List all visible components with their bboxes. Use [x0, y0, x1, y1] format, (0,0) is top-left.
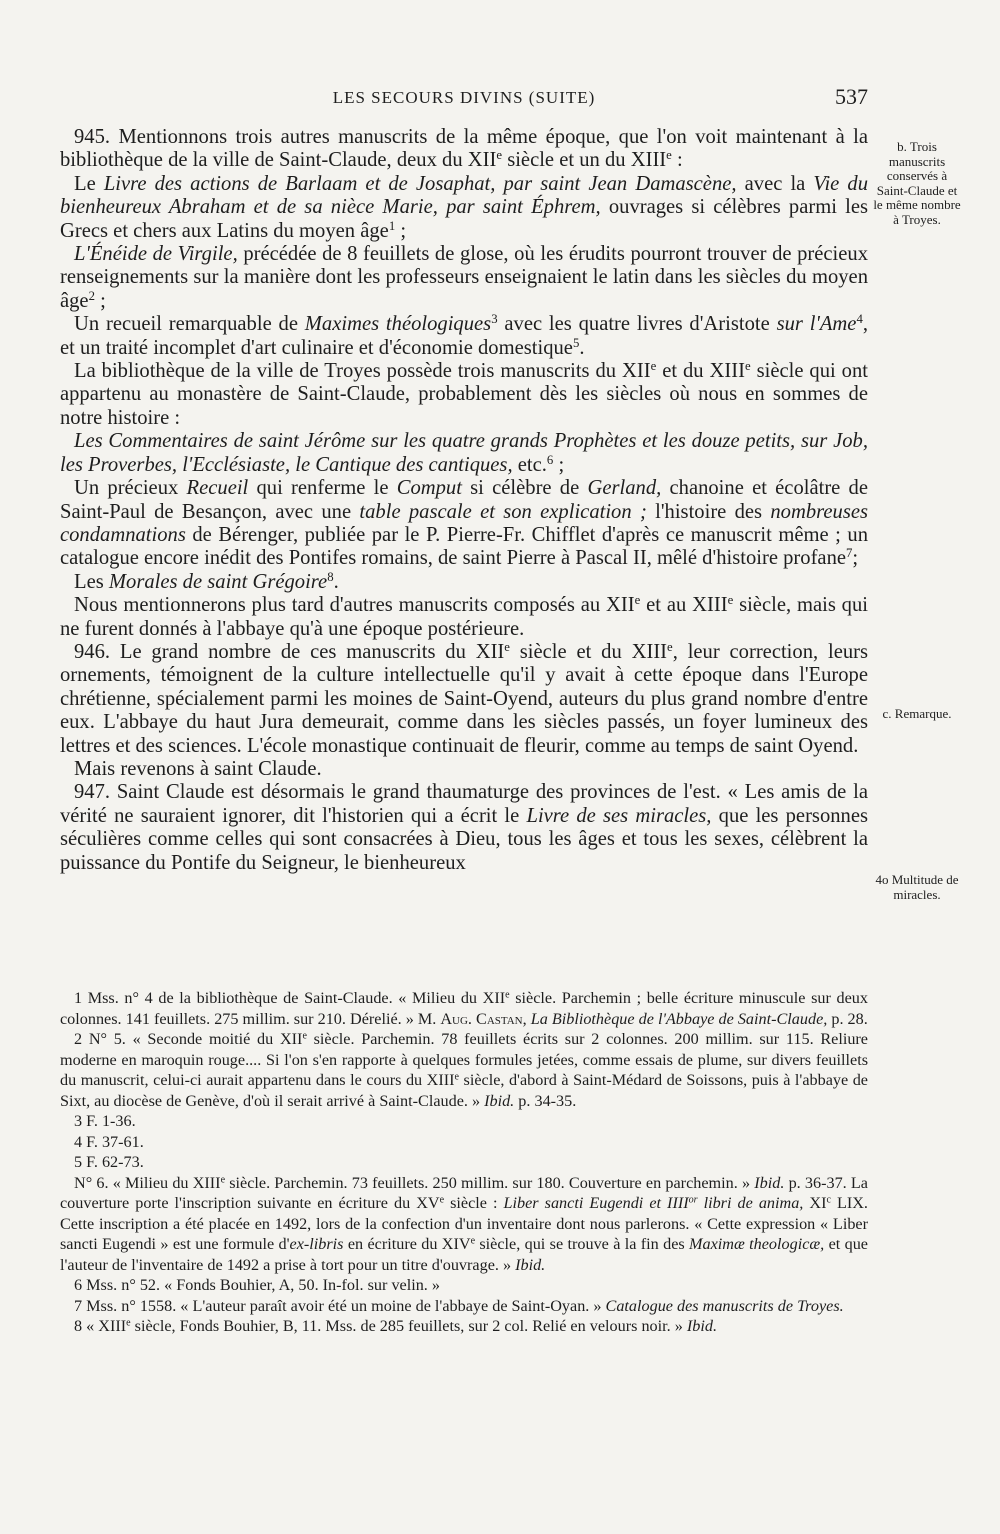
text: en écriture du XIV — [343, 1235, 471, 1253]
title-italic: Gerland, — [587, 477, 662, 500]
text: siècle, d'abord à Saint-Médard de Soissons, puis à l'abbaye de Sixt, au diocèse de Genève, d'où il serait arrivé à Saint-Claude. » — [60, 1071, 868, 1110]
title-italic: Livre de ses miracles, — [526, 804, 712, 827]
text: Le grand nombre de ces manuscrits du XII — [110, 640, 505, 663]
text: siècle, Fonds Bouhier, B, 11. Mss. de 285 feuillets, sur 2 col. Relié en velours noir. » — [130, 1317, 687, 1335]
text: La bibliothèque de la ville de Troyes possède trois manuscrits du XII — [74, 360, 651, 383]
paragraph-commentaires — [60, 430, 868, 477]
footnotes — [60, 988, 868, 1337]
text: chanoine et écolâtre de Saint-Paul de Besançon, avec une — [60, 477, 868, 523]
paragraph-number: 947. — [74, 781, 111, 804]
footnote-6: 6 Mss. n° 52. « Fonds Bouhier, A, 50. In-fol. sur velin. » — [74, 1276, 440, 1294]
text: , et un traité incomplet d'art culinaire et d'économie domestique — [60, 313, 868, 359]
text: Un précieux — [74, 477, 187, 500]
text: 2 N° 5. « Seconde moitié du XII — [74, 1030, 303, 1048]
page-header — [60, 84, 868, 112]
text: XI — [803, 1194, 827, 1212]
text: siècle et du XIII — [509, 640, 668, 663]
title-italic: Les Commentaires de saint Jérôme sur les quatre grands Prophètes et les douze petits, sur Job, les Proverbes, l'Ecclésiaste, le Cantique des cantiques, — [60, 430, 868, 476]
superscript: e — [454, 1071, 459, 1083]
text: siècle. Parchemin. 78 feuillets écrits sur 2 colonnes. 200 millim. sur 115. Reliure moderne en maroquin rouge.... Si l'on s'en rapporte à quelques formules jetées, comme essais de plume, sur divers feuillets du manuscrit, celui-ci aurait appartenu dans le cours du XIII — [60, 1030, 868, 1089]
title-italic: Maximes théologiques — [304, 313, 492, 336]
superscript: e — [727, 593, 734, 608]
paragraph-945 — [60, 126, 868, 173]
text: siècle, mais qui ne furent donnés à l'abbaye qu'à une époque postérieure. — [60, 594, 868, 640]
superscript: e — [126, 1317, 131, 1329]
paragraph-revenons: Mais revenons à saint Claude. — [74, 757, 322, 780]
title-italic: Maximæ theologicæ, — [689, 1235, 825, 1253]
superscript: e — [504, 639, 510, 654]
title-italic: Ibid. — [686, 1317, 717, 1335]
text: . — [579, 336, 585, 359]
text: Un recueil remarquable de — [74, 313, 305, 336]
paragraph-morales — [60, 571, 868, 594]
paragraph-eneide — [60, 243, 868, 313]
text: siècle. Parchemin. 73 feuillets. 250 millim. sur 180. Couverture en parchemin. » — [225, 1173, 755, 1192]
text: ; — [852, 547, 859, 570]
superscript: e — [439, 1194, 445, 1206]
text: 1 Mss. n° 4 de la bibliothèque de Saint-Claude. « Milieu du XII — [74, 989, 506, 1007]
title-italic: Catalogue des manuscrits de Troyes. — [605, 1296, 844, 1315]
paragraph-947 — [60, 781, 868, 875]
footnote-ref: 2 — [88, 288, 95, 303]
footnote-7 — [60, 1296, 868, 1317]
paragraph-barlaam — [60, 173, 868, 243]
text: LIX. Cette inscription a été placée en 1492, lors de la confection d'un inventaire dont nous parlerons. « Cette expression « Liber sancti Eugendi » est une formule d' — [60, 1194, 868, 1253]
superscript: e — [220, 1173, 226, 1185]
footnote-1 — [60, 988, 868, 1029]
text: ; — [395, 219, 407, 242]
text: ouvrages si célèbres parmi les Grecs et chers aux Latins du moyen âge — [60, 196, 868, 242]
text: siècle, qui se trouve à la fin des — [475, 1235, 690, 1253]
margin-note-c: c. Remarque. — [882, 706, 952, 721]
footnote-ref: 8 — [327, 569, 334, 584]
superscript: e — [745, 359, 751, 374]
text: Mentionnons trois autres manuscrits de la même époque, que l'on voit maintenant à la bibliothèque de la ville de Saint-Claude, deux du XII — [60, 126, 868, 172]
title-italic: Comput — [396, 477, 462, 500]
text: ; — [553, 453, 565, 476]
superscript: e — [666, 148, 672, 163]
main-text — [60, 126, 868, 875]
title-italic: Vie du bienheureux Abraham et de sa nièce Marie, par saint Éphrem, — [60, 172, 869, 219]
text: N° 6. « Milieu du XIII — [74, 1173, 221, 1192]
text: . — [333, 570, 339, 593]
text: siècle : — [444, 1194, 504, 1212]
text: Saint Claude est désormais le grand thaumaturge des provinces de l'est. « Les amis de la vérité ne sauraient ignorer, dit l'historien qui a écrit le — [60, 781, 868, 827]
footnote-ref: 3 — [491, 312, 498, 327]
footnote-ref: 4 — [856, 312, 863, 327]
title-italic: Ibid. — [484, 1091, 515, 1110]
superscript: or — [688, 1194, 698, 1206]
title-italic: Morales de saint Grégoire — [108, 570, 328, 593]
footnote-5: 5 F. 62-73. — [74, 1153, 144, 1171]
text: : — [671, 149, 683, 172]
footnote-3: 3 F. 1-36. — [74, 1112, 136, 1130]
title-italic: sur l'Ame — [776, 313, 857, 336]
margin-note-b: b. Trois manuscrits conservés à Saint-Claude et le même nombre à Troyes. — [873, 139, 961, 227]
title-italic: Recueil — [186, 477, 249, 500]
paragraph-number: 945. — [74, 126, 111, 148]
footnote-2 — [60, 1029, 868, 1111]
title-italic: table pascale et son explication ; — [359, 500, 647, 523]
superscript: e — [650, 359, 657, 374]
text: , leur correction, leurs ornements, témoignent de la culture intellectuelle qu'il y avait à cette époque dans l'Europe chrétienne, spécialement parmi les moines de Saint-Oyend, auteurs du plus grand nombre d'entre eux. L'abbaye du haut Jura demeurait, comme dans les siècles passés, un foyer lumineux des lettres et des sciences. L'école monastique continuait de fleurir, comme au temps de saint Oyend. — [60, 640, 869, 757]
superscript: e — [667, 639, 673, 654]
text: p. 28. — [827, 1009, 868, 1028]
paragraph-maximes — [60, 313, 868, 360]
superscript: e — [634, 593, 641, 608]
paragraph-recueil — [60, 477, 868, 571]
text: 7 Mss. n° 1558. « L'auteur paraît avoir été un moine de l'abbaye de Saint-Oyan. » — [74, 1296, 606, 1315]
footnote-ref: 7 — [846, 546, 853, 561]
author-name: Aug. Castan, — [440, 1009, 527, 1028]
text: avec la — [736, 172, 814, 195]
text: Le — [74, 172, 104, 195]
title-italic: libri de anima, — [697, 1194, 804, 1212]
footnote-ref: 5 — [572, 335, 580, 350]
text: Nous mentionnerons plus tard d'autres manuscrits composés au XII — [74, 594, 635, 617]
text: qui renferme le — [248, 477, 397, 500]
text: p. 36-37. La couverture porte l'inscription suivante en écriture du XV — [60, 1173, 868, 1212]
title-italic: ex-libris — [289, 1235, 344, 1253]
superscript: e — [302, 1030, 307, 1042]
text: si célèbre de — [461, 477, 588, 500]
title-italic: nombreuses condamnations — [60, 500, 868, 546]
text: que les personnes séculières comme celles qui sont consacrées à Dieu, tous les âges et tous les sexes, célèbrent la puissance du Pontife du Seigneur, le bienheureux — [60, 804, 868, 874]
text: et que l'auteur de l'inventaire de 1492 a prise à tort pour un titre d'ouvrage. » — [60, 1235, 868, 1274]
text: Les — [74, 570, 109, 593]
title-italic: La Bibliothèque de l'Abbaye de Saint-Claude, — [526, 1009, 828, 1028]
text: et du XIII — [656, 360, 745, 383]
title-italic: Ibid. — [754, 1173, 785, 1192]
text: p. 34-35. — [514, 1091, 577, 1110]
paragraph-mentionnerons — [60, 594, 868, 641]
footnote-8 — [60, 1316, 868, 1337]
footnote-no6 — [60, 1173, 868, 1276]
footnote-ref: 6 — [546, 452, 554, 467]
text: avec les quatre livres d'Aristote — [497, 313, 777, 336]
title-italic: L'Énéide de Virgile, — [74, 243, 238, 266]
text: et au XIII — [640, 594, 728, 617]
margin-note-4: 4o Multitude de miracles. — [875, 872, 959, 902]
text: précédée de 8 feuillets de glose, où les érudits pourront trouver de précieux renseignements sur la manière dont les professeurs enseignaient le latin dans les siècles du moyen âge — [60, 243, 868, 312]
paragraph-troyes — [60, 360, 868, 430]
text: ; — [94, 289, 106, 312]
superscript: c — [826, 1194, 831, 1206]
title-italic: Liber sancti Eugendi et IIII — [503, 1194, 689, 1212]
paragraph-number: 946. — [74, 640, 111, 663]
text: 8 « XIII — [74, 1317, 127, 1335]
footnote-4: 4 F. 37-61. — [74, 1132, 144, 1151]
running-head: LES SECOURS DIVINS (SUITE) — [332, 88, 596, 107]
text: etc. — [512, 453, 547, 476]
title-italic: Ibid. — [515, 1255, 546, 1274]
superscript: e — [470, 1235, 476, 1247]
text: siècle. Parchemin ; belle écriture minuscule sur deux colonnes. 141 feuillets. 275 millim. sur 210. Dérelié. » M. — [60, 989, 868, 1028]
text: siècle et un du XIII — [502, 149, 667, 172]
superscript: e — [496, 148, 503, 163]
text: de Bérenger, publiée par le P. Pierre-Fr. Chifflet d'après ce manuscrit même ; un catalogue encore inédit des Pontifes romains, de saint Pierre à Pascal II, mêlé d'histoire profane — [60, 523, 868, 570]
superscript: e — [505, 989, 510, 1001]
title-italic: Livre des actions de Barlaam et de Josaphat, par saint Jean Damascène, — [103, 172, 737, 195]
text: siècle qui ont appartenu au monastère de Saint-Claude, probablement dès les siècles où nous en sommes de notre histoire : — [60, 360, 868, 429]
footnote-ref: 1 — [388, 218, 396, 233]
paragraph-946 — [60, 641, 868, 758]
page-number: 537 — [835, 84, 868, 109]
text: l'histoire des — [646, 500, 771, 523]
